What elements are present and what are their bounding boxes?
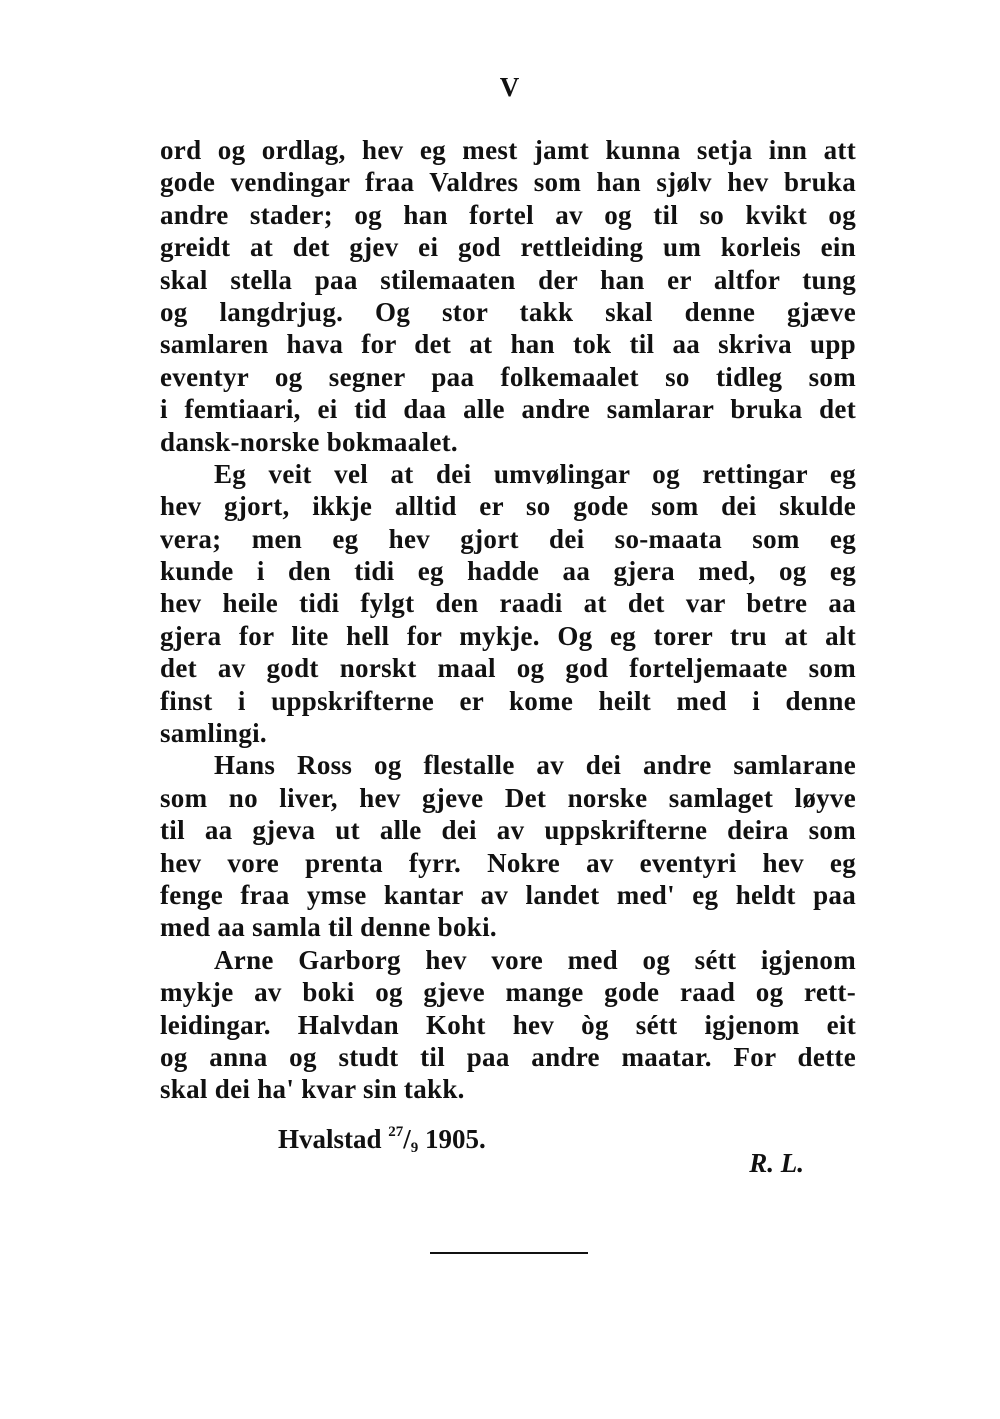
- text-line: finst i uppskrifterne er kome heilt med i denne: [160, 685, 856, 716]
- text-line: Hans Ross og flestalle av dei andre samlarane: [214, 750, 856, 781]
- text-line: eventyr og segner paa folkemaalet so tidleg som: [160, 361, 856, 392]
- place-name: Hvalstad: [278, 1124, 382, 1154]
- text-line: Eg veit vel at dei umvølingar og rettingar eg: [214, 458, 856, 489]
- text-line: til aa gjeva ut alle dei av uppskrifterne deira som: [160, 815, 856, 846]
- text-line: med aa samla til denne boki.: [160, 912, 497, 943]
- text-line: vera; men eg hev gjort dei so-maata som eg: [160, 523, 856, 554]
- end-rule: [430, 1252, 588, 1254]
- body-text: [160, 134, 856, 1106]
- text-line: og langdrjug. Og stor takk skal denne gjæve: [160, 296, 856, 327]
- text-line: gode vendingar fraa Valdres som han sjølv hev bruka: [160, 167, 856, 198]
- text-line: Arne Garborg hev vore med og sétt igjenom: [214, 944, 856, 975]
- paragraph: [160, 458, 856, 750]
- date-day: 27: [388, 1124, 404, 1140]
- text-line: samlaren hava for det at han tok til aa skriva upp: [160, 329, 856, 360]
- text-line: som no liver, hev gjeve Det norske samlaget løyve: [160, 782, 856, 813]
- closing-block: [160, 1118, 856, 1178]
- text-line: og anna og studt til paa andre maatar. For dette: [160, 1041, 856, 1072]
- text-line: dansk-norske bokmaalet.: [160, 426, 458, 457]
- text-line: samlingi.: [160, 718, 267, 749]
- text-line: hev gjort, ikkje alltid er so gode som dei skulde: [160, 491, 856, 522]
- date-slash: /: [403, 1124, 411, 1154]
- text-line: mykje av boki og gjeve mange gode raad og rett-: [160, 977, 856, 1008]
- text-line: skal dei ha' kvar sin takk.: [160, 1074, 465, 1105]
- place-and-date: [278, 1124, 486, 1157]
- text-line: ord og ordlag, hev eg mest jamt kunna setja inn att: [160, 135, 856, 165]
- text-line: greidt at det gjev ei god rettleiding um korleis ein: [160, 232, 856, 263]
- text-line: andre stader; og han fortel av og til so kvikt og: [160, 199, 856, 230]
- text-line: hev vore prenta fyrr. Nokre av eventyri hev eg: [160, 847, 856, 878]
- text-line: i femtiaari, ei tid daa alle andre samlarar bruka det: [160, 394, 856, 425]
- date-year: 1905.: [425, 1124, 486, 1154]
- text-line: skal stella paa stilemaaten der han er altfor tung: [160, 264, 856, 295]
- page-number: V: [499, 72, 521, 102]
- text-line: det av godt norskt maal og god forteljemaate som: [160, 653, 856, 684]
- paragraph: [160, 749, 856, 943]
- text-line: hev heile tidi fylgt den raadi at det var betre aa: [160, 588, 856, 619]
- text-line: leidingar. Halvdan Koht hev òg sétt igjenom eit: [160, 1009, 856, 1040]
- author-initials: R. L.: [749, 1148, 804, 1178]
- text-line: gjera for lite hell for mykje. Og eg torer tru at alt: [160, 620, 856, 651]
- paragraph: [160, 134, 856, 458]
- date-month: 9: [410, 1140, 419, 1156]
- paragraph: [160, 944, 856, 1106]
- text-line: kunde i den tidi eg hadde aa gjera med, og eg: [160, 556, 856, 587]
- text-line: fenge fraa ymse kantar av landet med' eg heldt paa: [160, 879, 856, 910]
